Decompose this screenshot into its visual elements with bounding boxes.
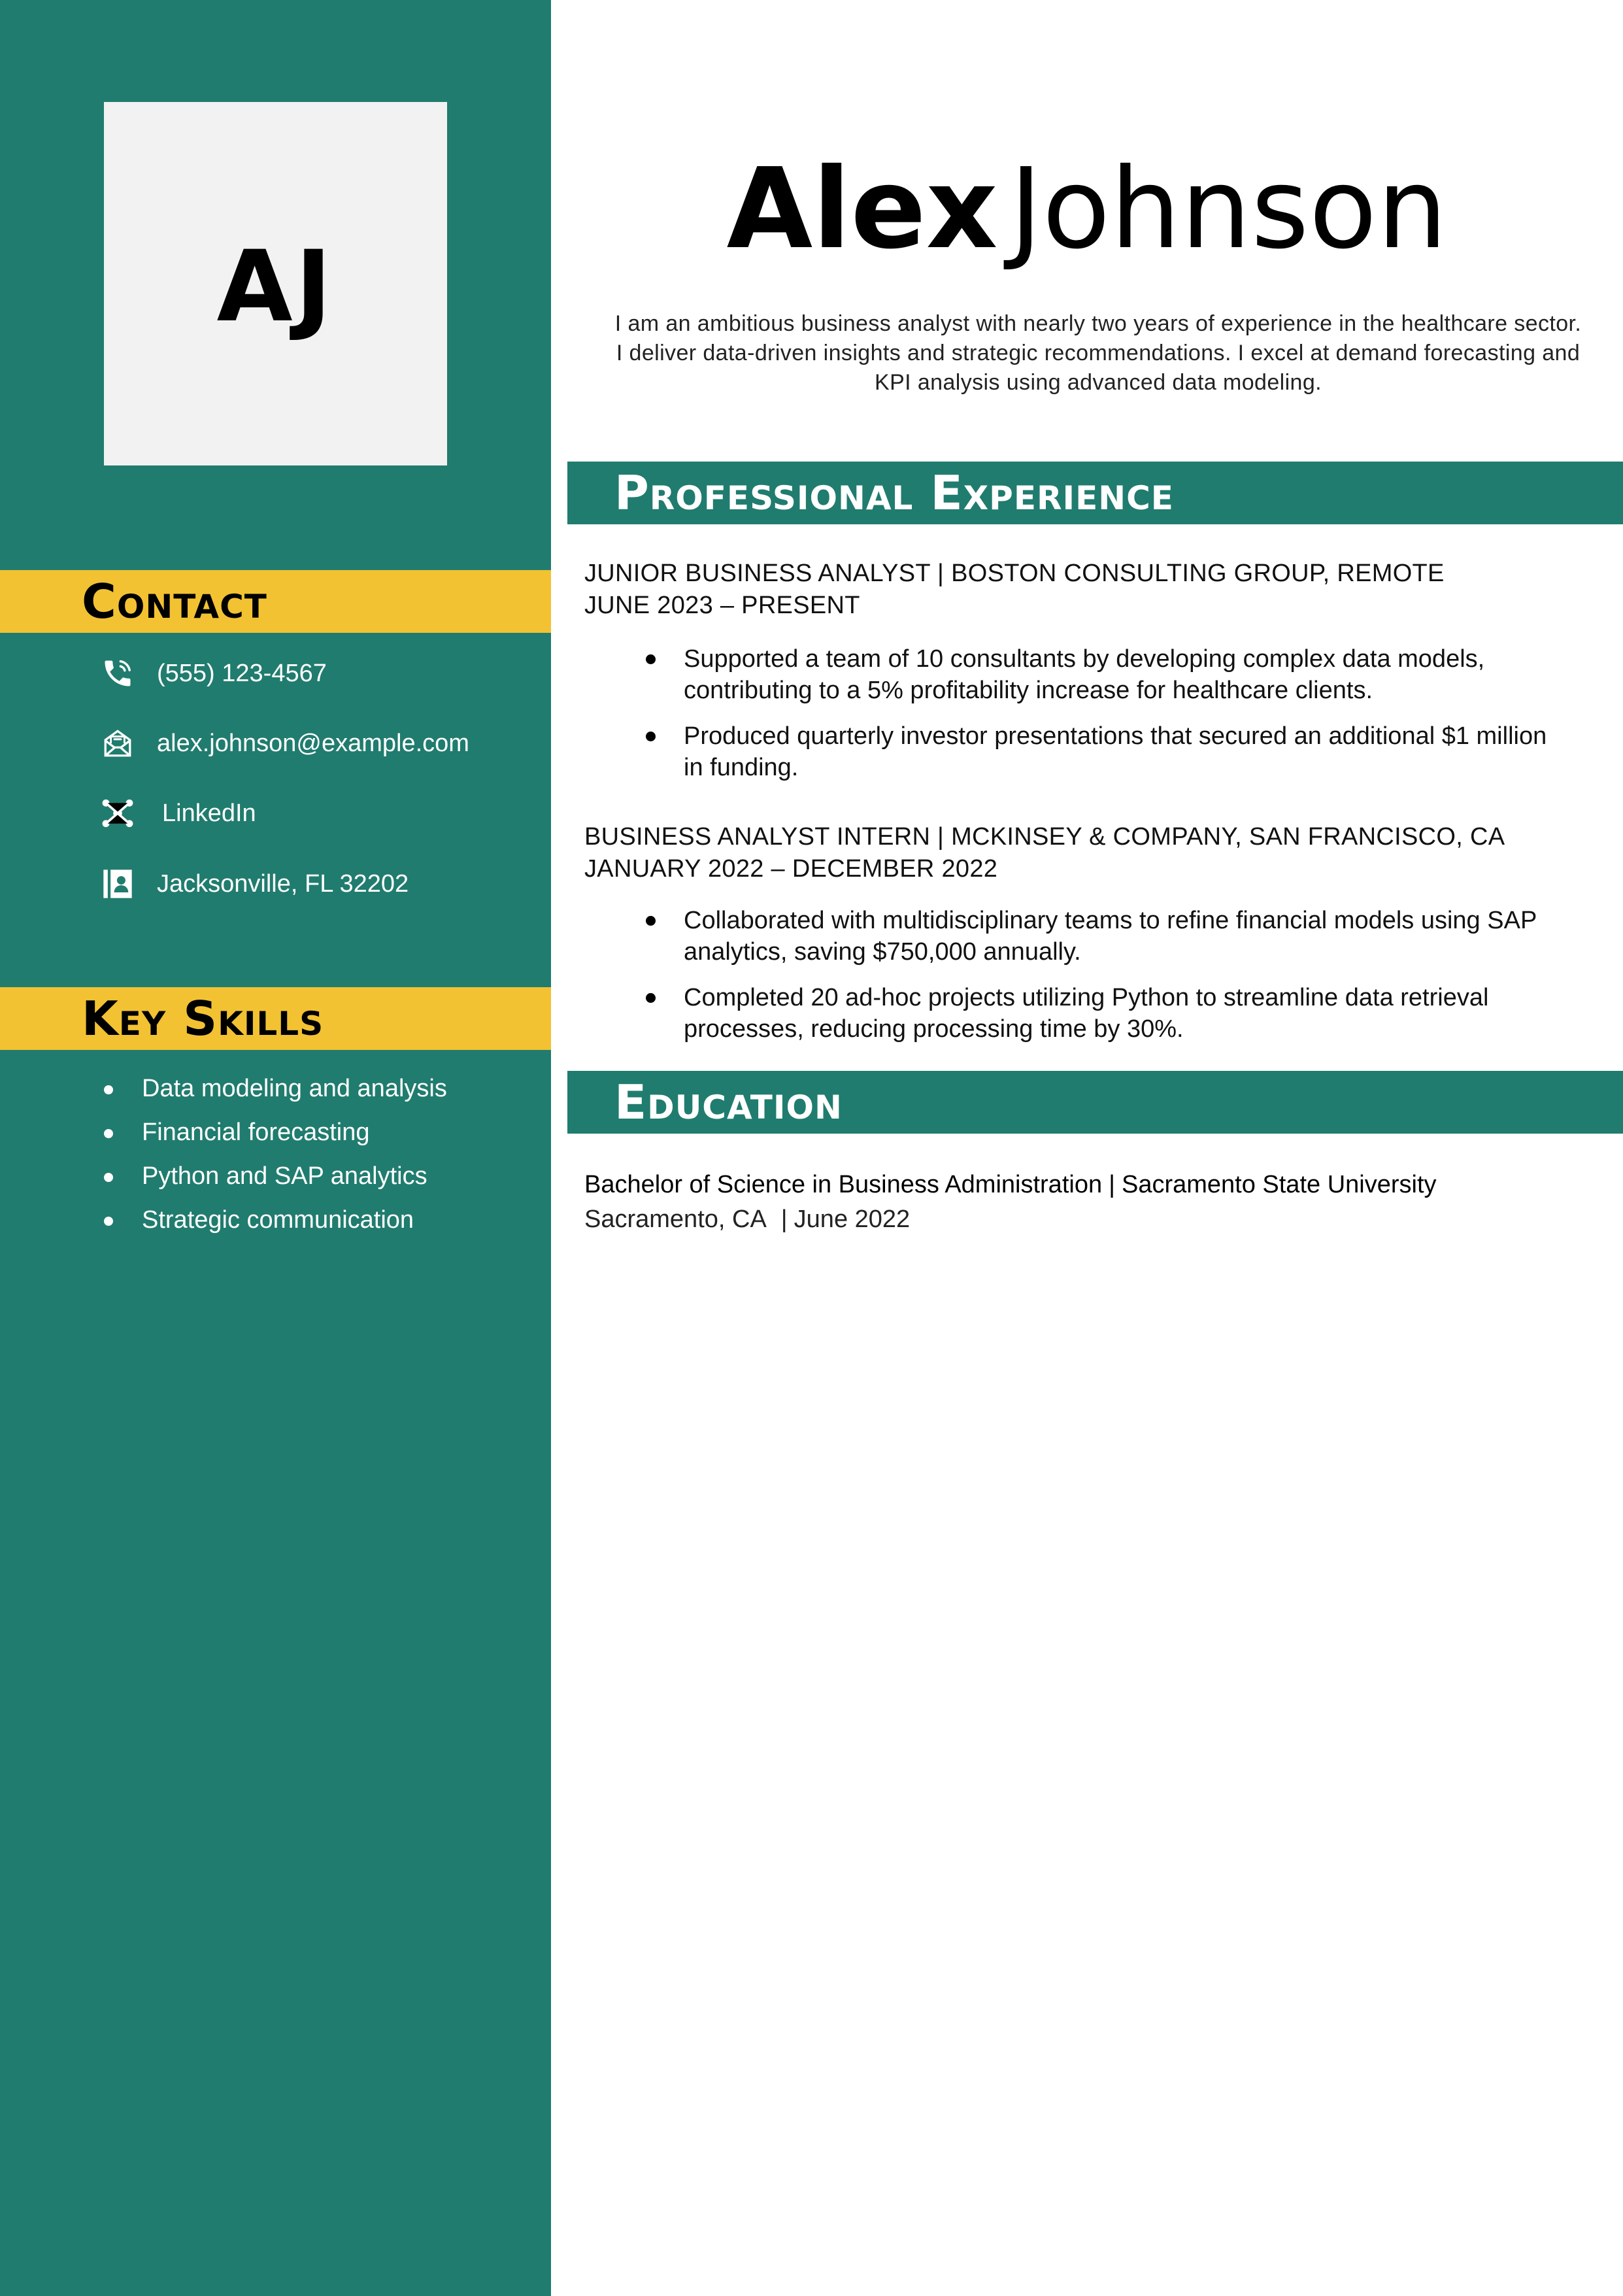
education-heading: Education bbox=[614, 1075, 843, 1130]
list-item: Strategic communication bbox=[101, 1198, 447, 1242]
experience-header-bar bbox=[567, 462, 1623, 524]
list-item: Financial forecasting bbox=[101, 1111, 447, 1155]
list-item: Produced quarterly investor presentations that secured an additional $1 million in funding. bbox=[641, 720, 1569, 783]
linkedin-text: LinkedIn bbox=[162, 799, 256, 827]
bullet-icon bbox=[104, 1173, 113, 1182]
bullet-icon bbox=[646, 732, 656, 741]
last-name: Johnson bbox=[1009, 144, 1448, 274]
education-location-line bbox=[584, 1203, 910, 1236]
separator: | bbox=[1109, 1171, 1115, 1198]
education-degree-line bbox=[584, 1168, 1437, 1201]
separator: | bbox=[780, 1206, 788, 1233]
job-dates: JUNE 2023 – PRESENT bbox=[584, 592, 860, 619]
bullet-icon bbox=[104, 1085, 113, 1094]
list-item: Completed 20 ad-hoc projects utilizing Python to streamline data retrieval processes, reducing processing time by 30%. bbox=[641, 982, 1569, 1045]
phone-icon bbox=[98, 654, 137, 693]
graduation-date: June 2022 bbox=[794, 1206, 911, 1233]
profile-summary: I am an ambitious business analyst with nearly two years of experience in the healthcare sector. I deliver data-driven insights and strategic recommendations. I excel at demand forecasting and KPI analysis using advanced data modeling. bbox=[614, 311, 1582, 395]
bullet-icon bbox=[646, 916, 656, 926]
monogram-box bbox=[104, 102, 447, 465]
education-header-bar bbox=[567, 1071, 1623, 1134]
job-bullets bbox=[641, 643, 1569, 798]
skills-list bbox=[101, 1067, 447, 1242]
job-dates: JANUARY 2022 – DECEMBER 2022 bbox=[584, 855, 998, 883]
education-location: Sacramento, CA bbox=[584, 1206, 767, 1233]
address-text: Jacksonville, FL 32202 bbox=[157, 869, 409, 898]
email-icon bbox=[98, 724, 137, 763]
list-item: Supported a team of 10 consultants by developing complex data models, contributing to a 5% profitability increase for healthcare clients. bbox=[641, 643, 1569, 706]
list-item: Python and SAP analytics bbox=[101, 1155, 447, 1198]
contact-phone[interactable] bbox=[98, 654, 327, 693]
school: Sacramento State University bbox=[1121, 1171, 1437, 1198]
phone-text: (555) 123-4567 bbox=[157, 659, 327, 687]
degree: Bachelor of Science in Business Administration bbox=[584, 1171, 1103, 1198]
job-heading: BUSINESS ANALYST INTERN | MCKINSEY & COMPANY, SAN FRANCISCO, CA bbox=[584, 823, 1505, 851]
bullet-icon bbox=[646, 993, 656, 1003]
monogram: AJ bbox=[216, 230, 335, 344]
list-item: Data modeling and analysis bbox=[101, 1067, 447, 1111]
job-bullets bbox=[641, 905, 1569, 1059]
contact-address[interactable] bbox=[98, 864, 409, 903]
first-name: Alex bbox=[726, 144, 998, 274]
contact-header-band bbox=[0, 570, 551, 633]
full-name bbox=[551, 144, 1623, 274]
bullet-icon bbox=[104, 1217, 113, 1226]
email-text: alex.johnson@example.com bbox=[157, 729, 469, 757]
contact-heading: Contact bbox=[82, 574, 267, 629]
skills-header-band bbox=[0, 987, 551, 1050]
bullet-icon bbox=[104, 1129, 113, 1138]
skills-heading: Key Skills bbox=[82, 991, 324, 1046]
address-card-icon bbox=[98, 864, 137, 903]
job-heading: JUNIOR BUSINESS ANALYST | BOSTON CONSULTING GROUP, REMOTE bbox=[584, 560, 1445, 587]
contact-linkedin[interactable] bbox=[98, 794, 256, 833]
sidebar bbox=[0, 0, 551, 2296]
list-item: Collaborated with multidisciplinary teams to refine financial models using SAP analytics, saving $750,000 annually. bbox=[641, 905, 1569, 968]
contact-email[interactable] bbox=[98, 724, 469, 763]
network-icon bbox=[98, 794, 137, 833]
experience-heading: Professional Experience bbox=[614, 465, 1174, 520]
bullet-icon bbox=[646, 654, 656, 664]
